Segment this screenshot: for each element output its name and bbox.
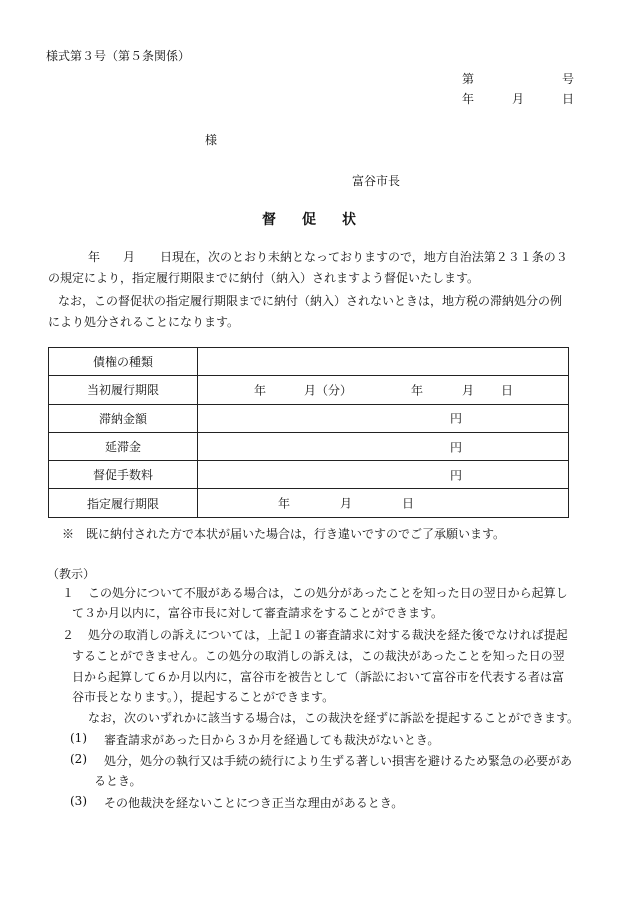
designated-due-month: 月 xyxy=(340,496,353,511)
value-arrears-amount[interactable] xyxy=(198,404,569,432)
original-due-day: 日 xyxy=(501,383,514,398)
title-char-1: 督 xyxy=(262,212,276,228)
doc-no-suffix: 号 xyxy=(562,72,575,86)
item-2-line-1: 処分の取消しの訴えについては，上記１の審査請求に対する裁決を経た後でなければ提起 xyxy=(88,628,568,642)
item-1-line-2: て３か月以内に，富谷市長に対して審査請求をすることができます。 xyxy=(72,606,444,620)
label-original-due: 当初履行期限 xyxy=(49,376,198,404)
label-late-fee: 延滞金 xyxy=(49,432,198,460)
title-char-2: 促 xyxy=(302,212,316,228)
value-late-fee[interactable] xyxy=(198,432,569,460)
label-arrears-amount: 滞納金額 xyxy=(49,404,198,432)
note: ※ 既に納付された方で本状が届いた場合は，行き違いですのでご了承願います。 xyxy=(62,527,506,541)
date-day: 日 xyxy=(562,92,575,106)
date-year: 年 xyxy=(462,92,475,106)
doc-no-prefix: 第 xyxy=(462,72,475,86)
original-due-year-2: 年 xyxy=(411,383,424,398)
body-line-3: なお，この督促状の指定履行期限までに納付（納入）されないときは，地方税の滞納処分の例 xyxy=(58,294,563,308)
sub-2-number: (2) xyxy=(70,752,87,766)
label-reminder-fee: 督促手数料 xyxy=(49,461,198,489)
instruction-heading: （教示） xyxy=(47,567,96,581)
reminder-fee-unit: 円 xyxy=(450,468,463,483)
body-line-1: 日現在，次のとおり未納となっておりますので，地方自治法第２３１条の３ xyxy=(160,250,568,264)
table-row xyxy=(49,348,569,376)
sub-intro: なお，次のいずれかに該当する場合は，この裁決を経ずに訴訟を提起することができます。 xyxy=(88,711,580,725)
item-1-line-1: この処分について不服がある場合は，この処分があったことを知った日の翌日から起算し xyxy=(88,586,568,600)
value-reminder-fee[interactable] xyxy=(198,461,569,489)
body-month: 月 xyxy=(123,250,136,264)
item-2-line-2: することができません。この処分の取消しの訴えは，この裁決があったことを知った日の翌 xyxy=(72,649,565,663)
sub-1-number: (1) xyxy=(70,731,87,745)
item-2-line-3: 日から起算して６か月以内に，富谷市を被告として（訴訟において富谷市を代表する者は富 xyxy=(72,670,565,684)
item-2-line-4: 谷市長となります。），提起することができます。 xyxy=(72,690,335,704)
table-row xyxy=(49,489,569,517)
title-char-3: 状 xyxy=(342,212,356,228)
late-fee-unit: 円 xyxy=(450,440,463,455)
body-line-2: の規定により，指定履行期限までに納付（納入）されますよう督促いたします。 xyxy=(48,271,480,285)
sub-2-line-2: るとき。 xyxy=(94,774,142,788)
body-line-4: により処分されることになります。 xyxy=(48,315,240,329)
table-row xyxy=(49,432,569,460)
label-claim-type: 債権の種類 xyxy=(49,348,198,376)
designated-due-day: 日 xyxy=(402,496,415,511)
table-row xyxy=(49,404,569,432)
arrears-unit: 円 xyxy=(450,411,463,426)
issuer: 富谷市長 xyxy=(352,174,401,188)
table-row xyxy=(49,461,569,489)
value-original-due[interactable] xyxy=(198,376,569,404)
original-due-month: 月（分） xyxy=(304,383,353,398)
date-month: 月 xyxy=(512,92,525,106)
addressee-suffix: 様 xyxy=(205,133,218,147)
value-designated-due[interactable] xyxy=(198,489,569,517)
info-table xyxy=(48,347,569,518)
designated-due-year: 年 xyxy=(278,496,291,511)
sub-3-number: (3) xyxy=(70,794,87,808)
sub-3-text: その他裁決を経ないことにつき正当な理由があるとき。 xyxy=(104,796,404,810)
value-claim-type[interactable] xyxy=(198,348,569,376)
item-1-number: １ xyxy=(62,586,75,600)
original-due-month-2: 月 xyxy=(462,383,475,398)
body-year: 年 xyxy=(88,250,101,264)
label-designated-due: 指定履行期限 xyxy=(49,489,198,517)
form-number: 様式第３号（第５条関係） xyxy=(46,49,191,63)
sub-2-line-1: 処分，処分の執行又は手続の続行により生ずる著しい損害を避けるため緊急の必要があ xyxy=(104,754,573,768)
sub-1-text: 審査請求があった日から３か月を経過しても裁決がないとき。 xyxy=(104,733,440,747)
original-due-year: 年 xyxy=(254,383,267,398)
table-row xyxy=(49,376,569,404)
item-2-number: ２ xyxy=(62,628,75,642)
